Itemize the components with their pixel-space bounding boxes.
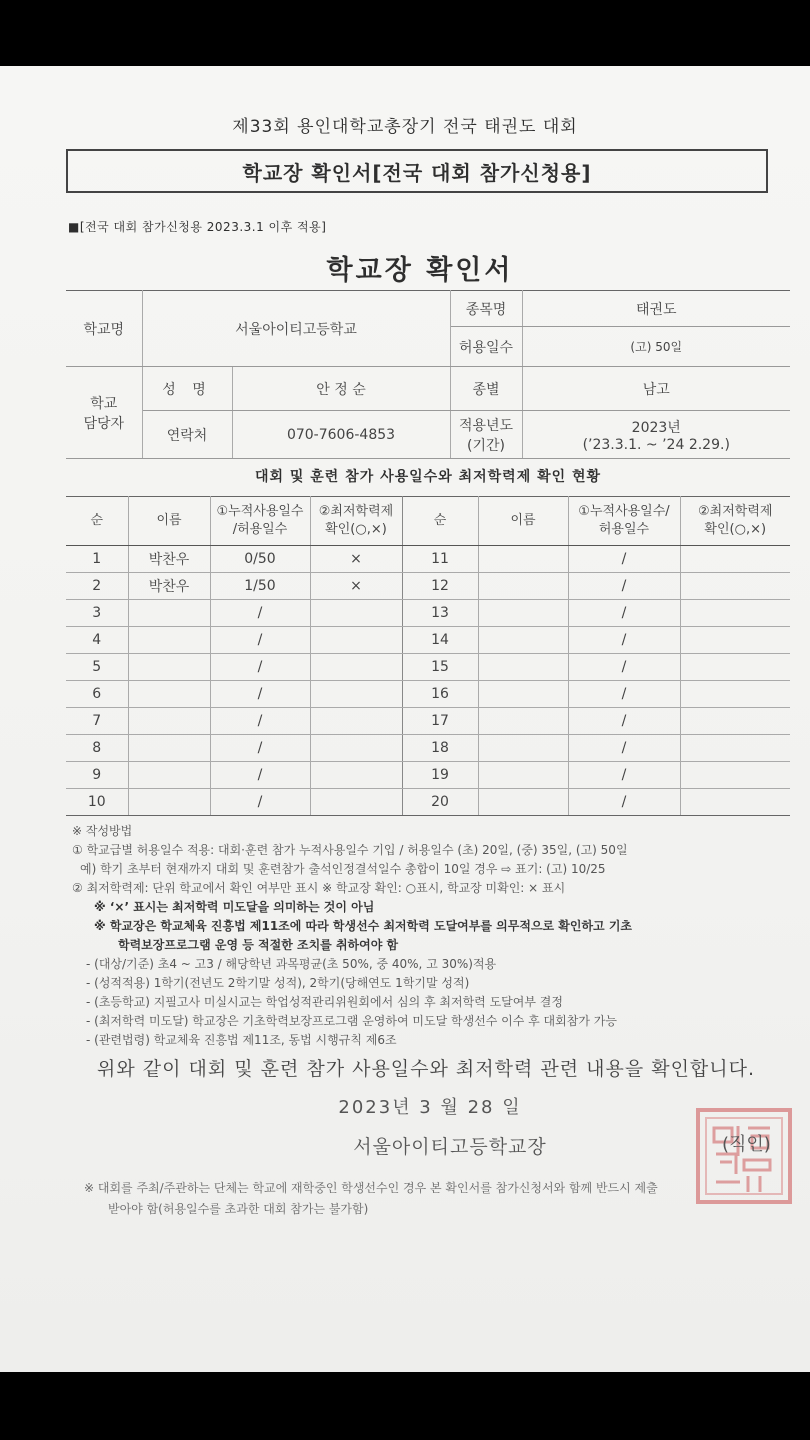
row-no: 7: [66, 708, 128, 735]
main-title: 학교장 확인서: [326, 255, 514, 286]
row-days-right: /: [568, 573, 680, 600]
row-name-right: [478, 546, 568, 573]
row-days-right: /: [568, 654, 680, 681]
row-name-right: [478, 708, 568, 735]
row-days-right: /: [568, 600, 680, 627]
apply-note: ■[전국 대회 참가신청용 2023.3.1 이후 적용]: [68, 220, 327, 234]
row-check: [310, 600, 402, 627]
row-check-right: [680, 735, 790, 762]
contact-label-line2: 담당자: [83, 415, 125, 432]
note-2: ② 최저학력제: 단위 학교에서 확인 여부만 표시 ※ 학교장 확인: ○표시, 학교장 미확인: × 표시: [72, 881, 566, 895]
row-no: 5: [66, 654, 128, 681]
row-check: [310, 789, 402, 816]
row-check: ×: [310, 546, 402, 573]
row-days-right: /: [568, 762, 680, 789]
row-check-right: [680, 627, 790, 654]
note-4b: 학력보장프로그램 운영 등 적절한 조치를 취하여야 함: [118, 938, 399, 952]
row-name: 박찬우: [128, 573, 210, 600]
row-check-right: [680, 708, 790, 735]
row-name-right: [478, 573, 568, 600]
header-days-right-line1: ①누적사용일수/: [578, 504, 670, 519]
header-no-right: 순: [402, 497, 478, 546]
row-check-right: [680, 762, 790, 789]
table-row: [66, 681, 790, 708]
header-name: 이름: [128, 497, 210, 546]
row-name: [128, 762, 210, 789]
contact-label-line1: 학교: [90, 395, 118, 412]
row-days: 0/50: [210, 546, 310, 573]
row-days: /: [210, 681, 310, 708]
period-value: (’23.3.1. ~ ’24 2.29.): [582, 436, 730, 453]
row-check: [310, 627, 402, 654]
row-no: 9: [66, 762, 128, 789]
row-no: 2: [66, 573, 128, 600]
note-1a: ① 학교급별 허용일수 적용: 대회·훈련 참가 누적사용일수 기입 / 허용일수 (초) 20일, (중) 35일, (고) 50일: [72, 843, 628, 857]
row-check-right: [680, 681, 790, 708]
row-check-right: [680, 789, 790, 816]
row-days-right: /: [568, 546, 680, 573]
row-no-right: 15: [402, 654, 478, 681]
year-cell: [522, 411, 790, 459]
writing-instructions: [72, 822, 792, 1050]
notes-heading: ※ 작성방법: [72, 824, 133, 838]
year-label: [450, 411, 522, 459]
row-check-right: [680, 600, 790, 627]
year-label-line1: 적용년도: [458, 417, 514, 434]
row-name: 박찬우: [128, 546, 210, 573]
table-row: [66, 627, 790, 654]
row-name-right: [478, 789, 568, 816]
table-row: [66, 789, 790, 816]
row-no: 10: [66, 789, 128, 816]
row-name-right: [478, 627, 568, 654]
note-4a: ※ 학교장은 학교체육 진흥법 제11조에 따라 학생선수 최저학력 도달여부를 의무적으로 확인하고 기초: [94, 919, 633, 933]
detail-2: - (성적적용) 1학기(전년도 2학기말 성적), 2학기(당해연도 1학기말 성적): [86, 976, 470, 990]
table-row: [66, 708, 790, 735]
contact-person-label: [66, 367, 142, 459]
usage-status-table: [66, 496, 790, 816]
row-check: ×: [310, 573, 402, 600]
row-name: [128, 789, 210, 816]
row-no: 8: [66, 735, 128, 762]
event-label: 종목명: [450, 291, 522, 327]
school-info-table: [66, 290, 790, 459]
detail-4: - (최저학력 미도달) 학교장은 기초학력보장프로그램 운영하여 미도달 학생선수 이수 후 대회참가 가능: [86, 1014, 617, 1028]
event-title: 제33회 용인대학교총장기 전국 태권도 대회: [232, 117, 578, 137]
principal-signature-line: 서울아이티고등학교장: [353, 1136, 547, 1158]
row-days-right: /: [568, 789, 680, 816]
row-check: [310, 708, 402, 735]
header-check-line2: 확인(○,×): [325, 522, 387, 537]
school-label: 학교명: [66, 291, 142, 367]
row-check-right: [680, 654, 790, 681]
row-no: 4: [66, 627, 128, 654]
row-days: /: [210, 627, 310, 654]
row-name-right: [478, 600, 568, 627]
allowed-days-label: 허용일수: [450, 327, 522, 367]
row-days: /: [210, 735, 310, 762]
row-check-right: [680, 573, 790, 600]
row-days: /: [210, 762, 310, 789]
detail-3: - (초등학교) 지필고사 미실시교는 학업성적관리위원회에서 심의 후 최저학력 도달여부 결정: [86, 995, 563, 1009]
allowed-days-value: (고) 50일: [522, 327, 790, 367]
header-days-right: [568, 497, 680, 546]
row-days: /: [210, 789, 310, 816]
row-days: /: [210, 708, 310, 735]
row-no-right: 17: [402, 708, 478, 735]
row-no-right: 18: [402, 735, 478, 762]
row-name: [128, 627, 210, 654]
header-days-right-line2: 허용일수: [598, 522, 650, 537]
table-row: [66, 546, 790, 573]
row-name: [128, 681, 210, 708]
row-no: 1: [66, 546, 128, 573]
header-check-line1: ②최저학력제: [318, 504, 394, 519]
row-check: [310, 735, 402, 762]
header-check: [310, 497, 402, 546]
table-row: [66, 654, 790, 681]
header-no: 순: [66, 497, 128, 546]
row-no: 3: [66, 600, 128, 627]
phone-value: 070-7606-4853: [232, 411, 450, 459]
confirmation-statement: 위와 같이 대회 및 훈련 참가 사용일수와 최저학력 관련 내용을 확인합니다.: [96, 1058, 756, 1080]
header-days: [210, 497, 310, 546]
row-no-right: 12: [402, 573, 478, 600]
row-name-right: [478, 681, 568, 708]
table-row: [66, 573, 790, 600]
table-row: [66, 735, 790, 762]
table-row: [66, 600, 790, 627]
row-no-right: 20: [402, 789, 478, 816]
type-label: 종별: [450, 367, 522, 411]
confirmation-date: 2023년 3 월 28 일: [338, 1097, 522, 1118]
row-days-right: /: [568, 627, 680, 654]
row-check-right: [680, 546, 790, 573]
footer-line-1: ※ 대회를 주최/주관하는 단체는 학교에 재학중인 학생선수인 경우 본 확인서를 참가신청서와 함께 반드시 제출: [84, 1181, 658, 1195]
school-name: 서울아이티고등학교: [142, 291, 450, 367]
header-days-line2: /허용일수: [232, 522, 288, 537]
event-value: 태권도: [522, 291, 790, 327]
seal-label: (직인): [722, 1134, 771, 1155]
phone-label: 연락처: [142, 411, 232, 459]
header-name-right: 이름: [478, 497, 568, 546]
row-name: [128, 708, 210, 735]
table-row: [66, 762, 790, 789]
note-1b: 예) 학기 초부터 현재까지 대회 및 훈련참가 출석인정결석일수 총합이 10일 경우 ⇨ 표기: (고) 10/25: [80, 862, 606, 876]
name-label: 성 명: [142, 367, 232, 411]
row-check: [310, 681, 402, 708]
header-check-right-line2: 확인(○,×): [704, 522, 767, 537]
row-name: [128, 654, 210, 681]
row-name: [128, 600, 210, 627]
note-3: ※ ‘×’ 표시는 최저학력 미도달을 의미하는 것이 아님: [94, 900, 375, 914]
year-value: 2023년: [631, 419, 681, 436]
row-days-right: /: [568, 735, 680, 762]
row-days-right: /: [568, 708, 680, 735]
detail-5: - (관련법령) 학교체육 진흥법 제11조, 동법 시행규칙 제6조: [86, 1033, 397, 1047]
status-table-caption: 대회 및 훈련 참가 사용일수와 최저학력제 확인 현황: [254, 469, 602, 485]
header-check-right-line1: ②최저학력제: [698, 504, 773, 519]
row-no: 6: [66, 681, 128, 708]
name-value: 안 정 순: [232, 367, 450, 411]
row-days: /: [210, 654, 310, 681]
row-days: 1/50: [210, 573, 310, 600]
row-no-right: 13: [402, 600, 478, 627]
row-name: [128, 735, 210, 762]
footer-line-2: 받아야 함(허용일수를 초과한 대회 참가는 불가함): [108, 1202, 369, 1216]
row-name-right: [478, 654, 568, 681]
footer-note: [84, 1178, 784, 1220]
row-name-right: [478, 762, 568, 789]
row-no-right: 11: [402, 546, 478, 573]
row-days-right: /: [568, 681, 680, 708]
row-name-right: [478, 735, 568, 762]
type-value: 남고: [522, 367, 790, 411]
year-label-line2: (기간): [467, 437, 505, 454]
form-title-box: 학교장 확인서[전국 대회 참가신청용]: [66, 149, 768, 193]
header-days-line1: ①누적사용일수: [216, 504, 304, 519]
row-no-right: 14: [402, 627, 478, 654]
row-no-right: 16: [402, 681, 478, 708]
header-check-right: [680, 497, 790, 546]
row-check: [310, 654, 402, 681]
row-no-right: 19: [402, 762, 478, 789]
detail-1: - (대상/기준) 초4 ~ 고3 / 해당학년 과목평균(초 50%, 중 40%, 고 30%)적용: [86, 957, 497, 971]
row-check: [310, 762, 402, 789]
row-days: /: [210, 600, 310, 627]
